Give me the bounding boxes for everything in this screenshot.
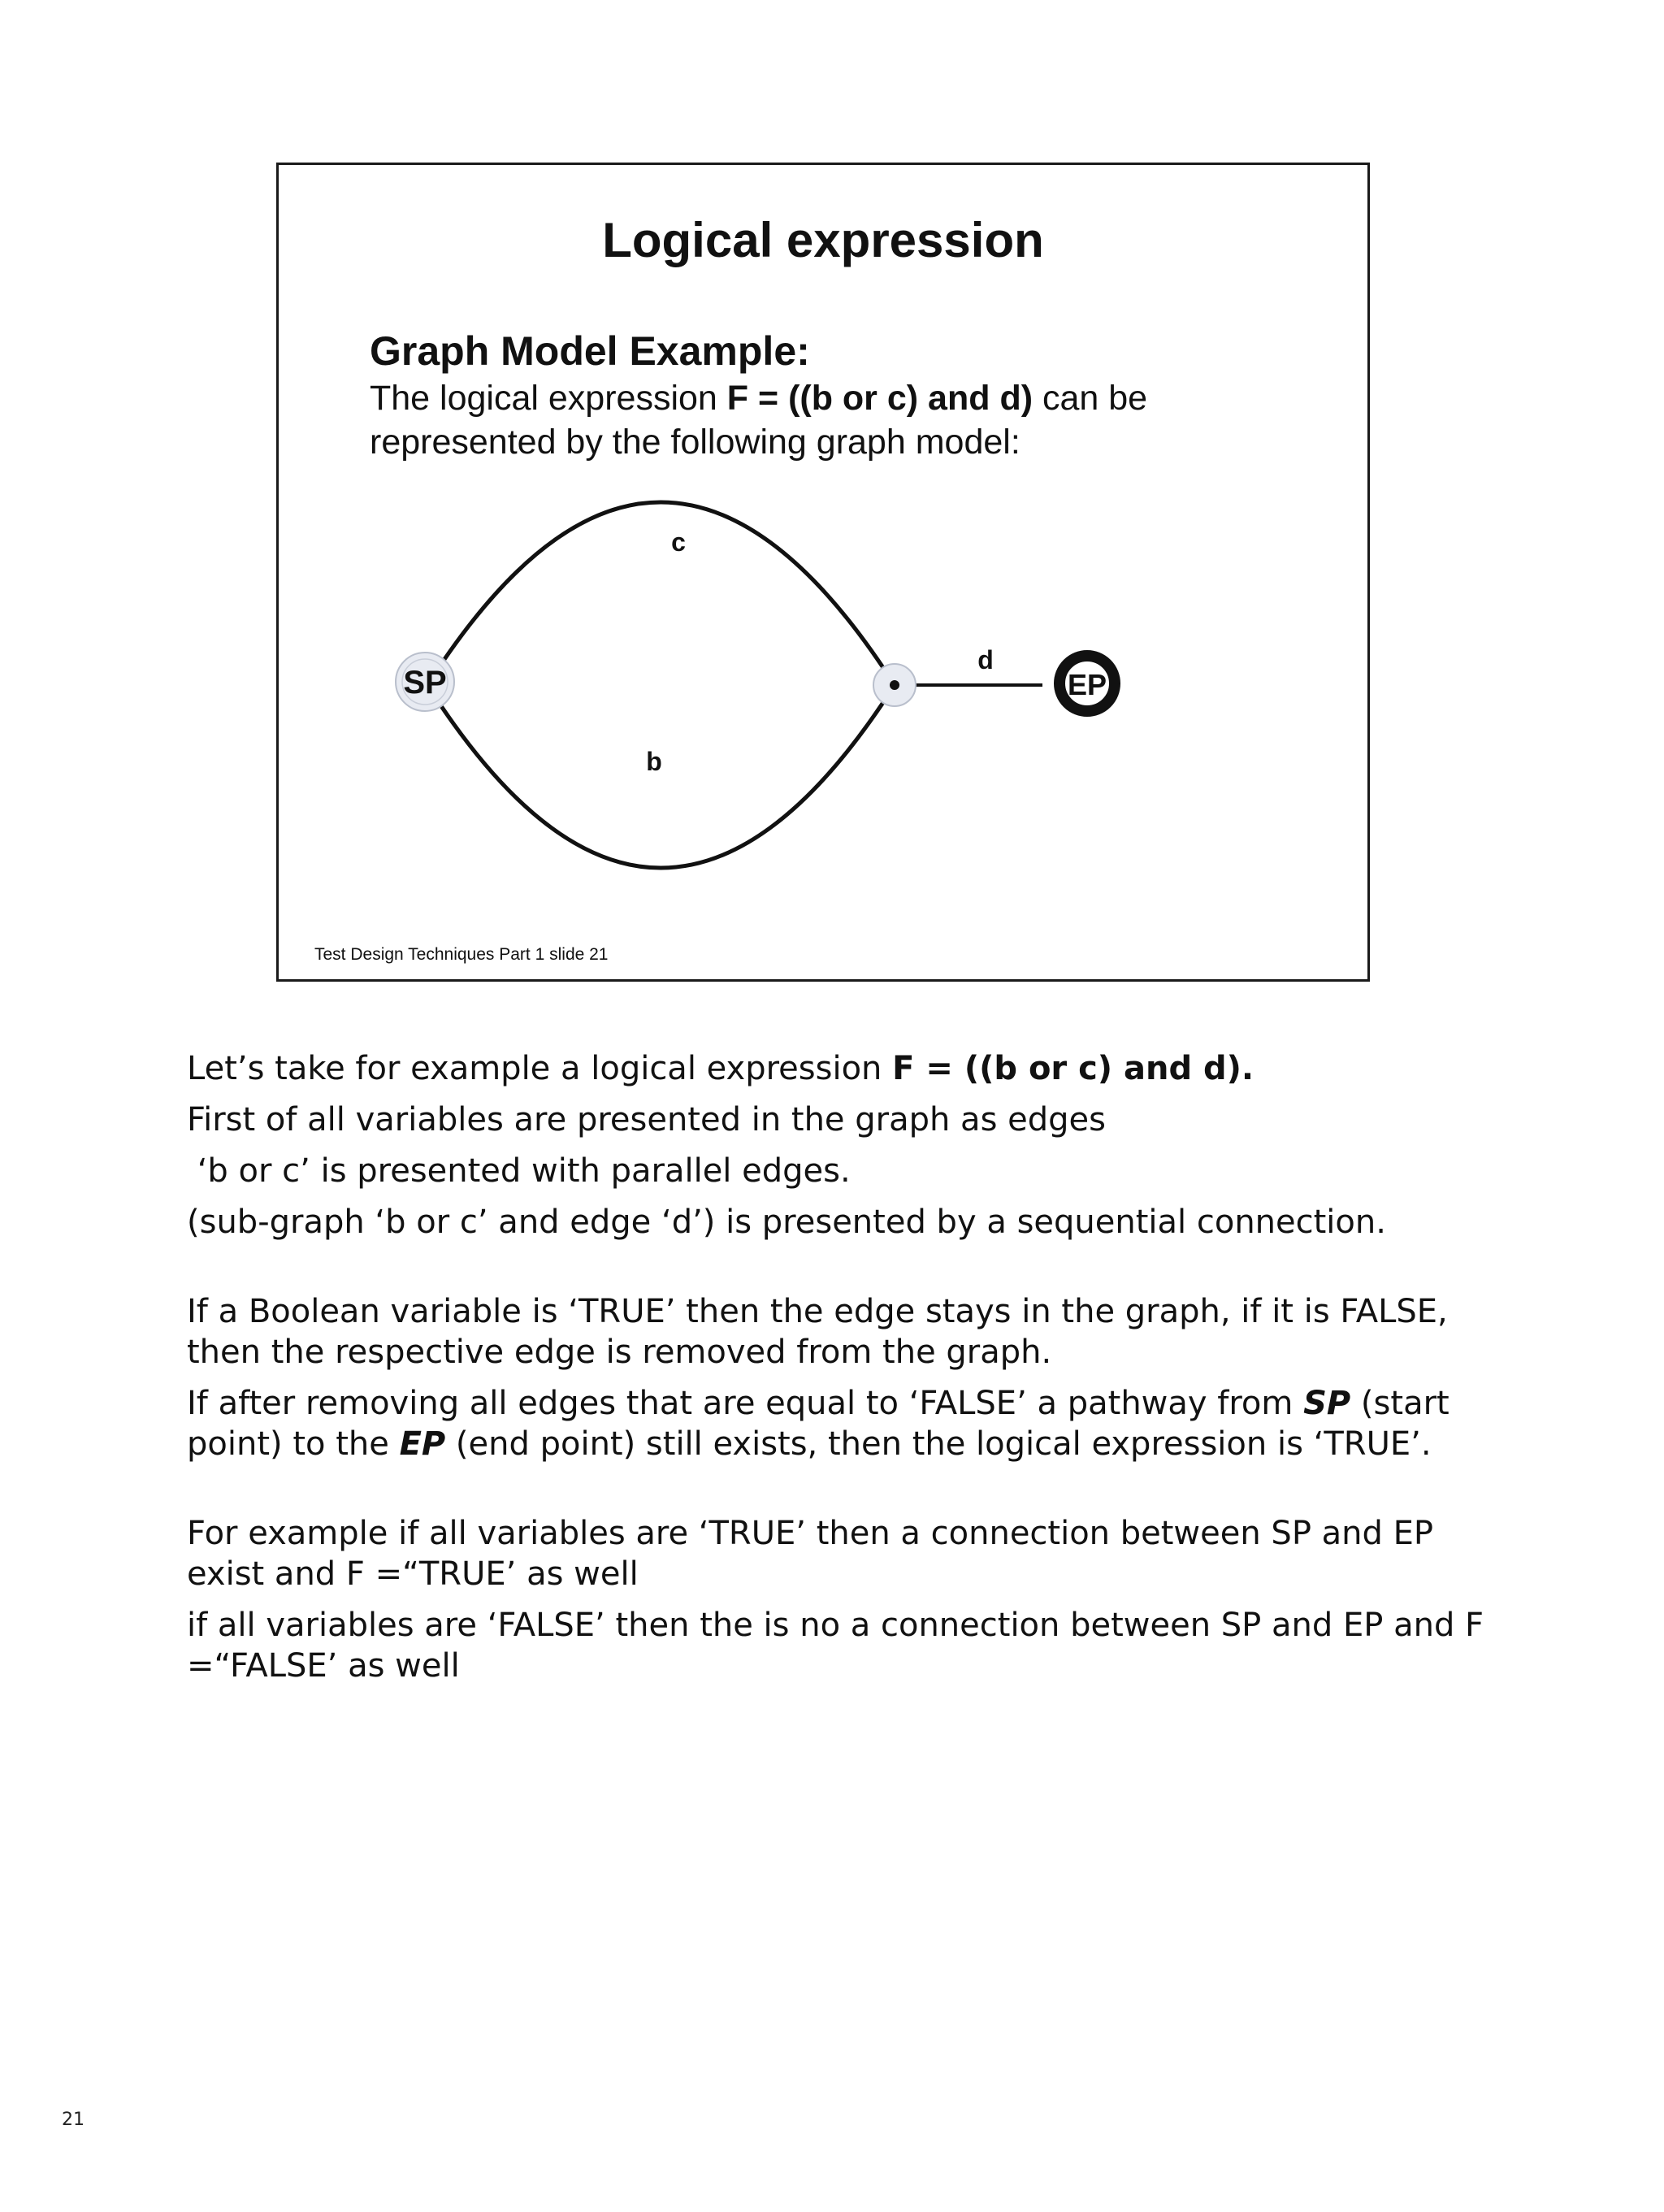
end-node-label: EP	[1067, 668, 1107, 701]
notes-paragraph-8: if all variables are ‘FALSE’ then the is no a connection between SP and EP and F =“FALSE’ as well	[187, 1607, 1484, 1685]
notes-p1-prefix: Let’s take for example a logical expression	[187, 1050, 893, 1087]
edge-b	[427, 685, 895, 868]
edge-label-c: c	[671, 527, 686, 557]
edge-label-d: d	[977, 645, 994, 674]
notes-paragraph-1	[187, 1048, 1487, 1089]
edge-c	[427, 502, 895, 685]
slide-body-line2: represented by the following graph model:	[370, 423, 1020, 462]
notes-p6-c: (end point) still exists, then the logical expression is ‘TRUE’.	[445, 1425, 1432, 1463]
start-node-label: SP	[403, 665, 447, 700]
slide-footer: Test Design Techniques Part 1 slide 21	[314, 945, 609, 964]
end-node-ep	[1060, 656, 1115, 711]
notes-p6-b: (start point) to the	[187, 1385, 1450, 1463]
notes-paragraph-4: (sub-graph ‘b or c’ and edge ‘d’) is presented by a sequential connection.	[187, 1204, 1386, 1241]
start-node-sp	[396, 653, 454, 711]
notes-p6-sp: SP	[1303, 1385, 1351, 1422]
slide-body-line1-suffix: can be	[1033, 379, 1148, 418]
slide-subtitle: Graph Model Example:	[370, 328, 810, 374]
notes-paragraph-6	[187, 1383, 1487, 1464]
slide-title: Logical expression	[602, 213, 1044, 267]
notes-p6-ep: EP	[399, 1425, 446, 1463]
slide-image	[276, 163, 1370, 982]
notes-p1-expression: F = ((b or c) and d).	[892, 1050, 1254, 1087]
edge-label-b: b	[646, 747, 662, 776]
page-number: 21	[62, 2110, 84, 2130]
notes-paragraph-5: If a Boolean variable is ‘TRUE’ then the edge stays in the graph, if it is FALSE, then the respective edge is removed from the graph.	[187, 1293, 1448, 1371]
notes-text	[187, 1048, 1487, 1697]
notes-p6-a: If after removing all edges that are equal to ‘FALSE’ a pathway from	[187, 1385, 1304, 1422]
slide-body-line1-prefix: The logical expression	[370, 379, 727, 418]
junction-node	[873, 664, 916, 706]
slide-body-expression: F = ((b or c) and d)	[726, 379, 1034, 418]
notes-paragraph-2: First of all variables are presented in the graph as edges	[187, 1101, 1106, 1139]
graph-model-diagram	[279, 165, 1372, 984]
notes-paragraph-3: ‘b or c’ is presented with parallel edges.	[187, 1152, 851, 1190]
notes-paragraph-7: For example if all variables are ‘TRUE’ then a connection between SP and EP exist and F =“TRUE’ as well	[187, 1515, 1434, 1593]
